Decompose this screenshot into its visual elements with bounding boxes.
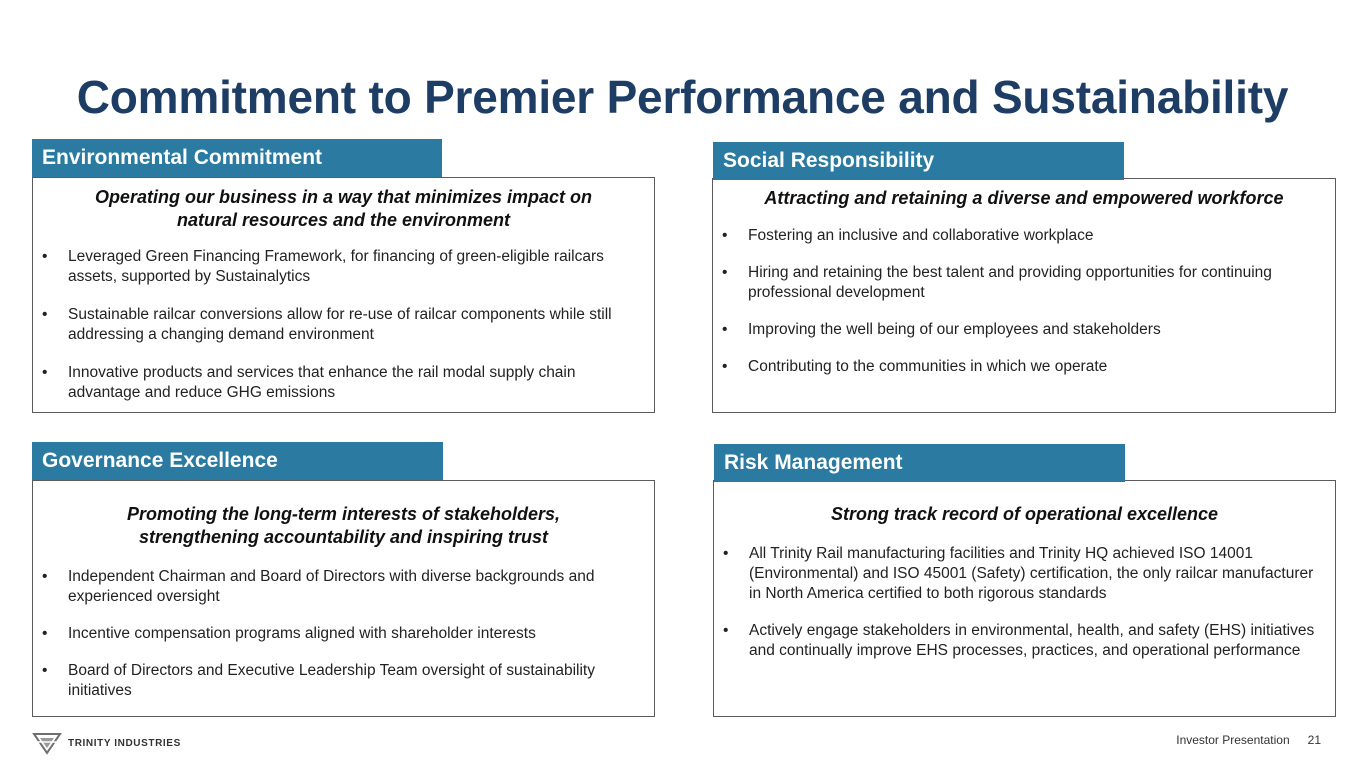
bullet-glyph: • bbox=[42, 306, 48, 323]
page-number: 21 bbox=[1307, 733, 1321, 747]
list-item: • Leveraged Green Financing Framework, for financing of green-eligible railcars assets, supported by Sustainalytics bbox=[42, 248, 604, 285]
bullet-glyph: • bbox=[42, 568, 48, 585]
bullet-glyph: • bbox=[42, 248, 48, 265]
list-item: • Fostering an inclusive and collaborative workplace bbox=[722, 227, 1094, 244]
bullet-glyph: • bbox=[722, 264, 728, 281]
company-logo bbox=[32, 731, 181, 755]
governance-headline: Promoting the long-term interests of stakeholders, strengthening accountability and inspiring trust bbox=[126, 504, 561, 547]
risk-tab-label: Risk Management bbox=[724, 451, 903, 474]
list-item: • Sustainable railcar conversions allow for re-use of railcar components while still addressing a changing demand environment bbox=[42, 306, 612, 343]
logo-wordmark: TRINITY INDUSTRIES bbox=[68, 737, 181, 749]
risk-headline: Strong track record of operational excellence bbox=[830, 504, 1219, 524]
list-item: • All Trinity Rail manufacturing facilities and Trinity HQ achieved ISO 14001 (Environmental) and ISO 45001 (Safety) certification, the only railcar manufacturer in North America certified to both rigorous standards bbox=[723, 545, 1314, 602]
risk-box bbox=[713, 480, 1336, 717]
trinity-logo-icon bbox=[32, 731, 62, 755]
page-title: Commitment to Premier Performance and Sustainability bbox=[76, 71, 1289, 123]
bullet-glyph: • bbox=[723, 545, 729, 562]
list-item: • Improving the well being of our employees and stakeholders bbox=[722, 321, 1161, 338]
list-item: • Board of Directors and Executive Leadership Team oversight of sustainability initiatives bbox=[42, 662, 595, 699]
bullet-glyph: • bbox=[723, 622, 729, 639]
bullet-glyph: • bbox=[42, 662, 48, 679]
social-box bbox=[712, 178, 1336, 413]
list-item: • Incentive compensation programs aligned with shareholder interests bbox=[42, 625, 536, 642]
list-item: • Independent Chairman and Board of Directors with diverse backgrounds and experienced oversight bbox=[42, 568, 595, 605]
environmental-tab bbox=[32, 139, 442, 177]
environmental-list bbox=[33, 247, 654, 403]
governance-tab bbox=[32, 442, 443, 480]
bullet-glyph: • bbox=[42, 625, 48, 642]
environmental-tab-label: Environmental Commitment bbox=[42, 146, 323, 169]
governance-list bbox=[33, 567, 654, 701]
list-item: • Actively engage stakeholders in environmental, health, and safety (EHS) initiatives and continually improve EHS processes, practices, and operational performance bbox=[723, 622, 1315, 659]
bullet-glyph: • bbox=[722, 358, 728, 375]
footer-label: Investor Presentation bbox=[1176, 733, 1290, 747]
social-tab bbox=[713, 142, 1124, 180]
social-headline: Attracting and retaining a diverse and empowered workforce bbox=[764, 188, 1284, 208]
list-item: • Innovative products and services that enhance the rail modal supply chain advantage and reduce GHG emissions bbox=[42, 364, 576, 401]
footer-info bbox=[1176, 733, 1321, 747]
governance-box bbox=[32, 480, 655, 717]
risk-list bbox=[714, 544, 1335, 661]
bullet-glyph: • bbox=[722, 227, 728, 244]
list-item: • Contributing to the communities in which we operate bbox=[722, 358, 1108, 375]
social-tab-label: Social Responsibility bbox=[723, 149, 935, 172]
risk-tab bbox=[714, 444, 1125, 482]
social-list bbox=[713, 226, 1335, 377]
environmental-headline: Operating our business in a way that minimizes impact on natural resources and the environment bbox=[94, 187, 593, 230]
environmental-box bbox=[32, 177, 655, 413]
bullet-glyph: • bbox=[42, 364, 48, 381]
list-item: • Hiring and retaining the best talent and providing opportunities for continuing professional development bbox=[722, 264, 1272, 301]
governance-tab-label: Governance Excellence bbox=[42, 449, 278, 472]
bullet-glyph: • bbox=[722, 321, 728, 338]
